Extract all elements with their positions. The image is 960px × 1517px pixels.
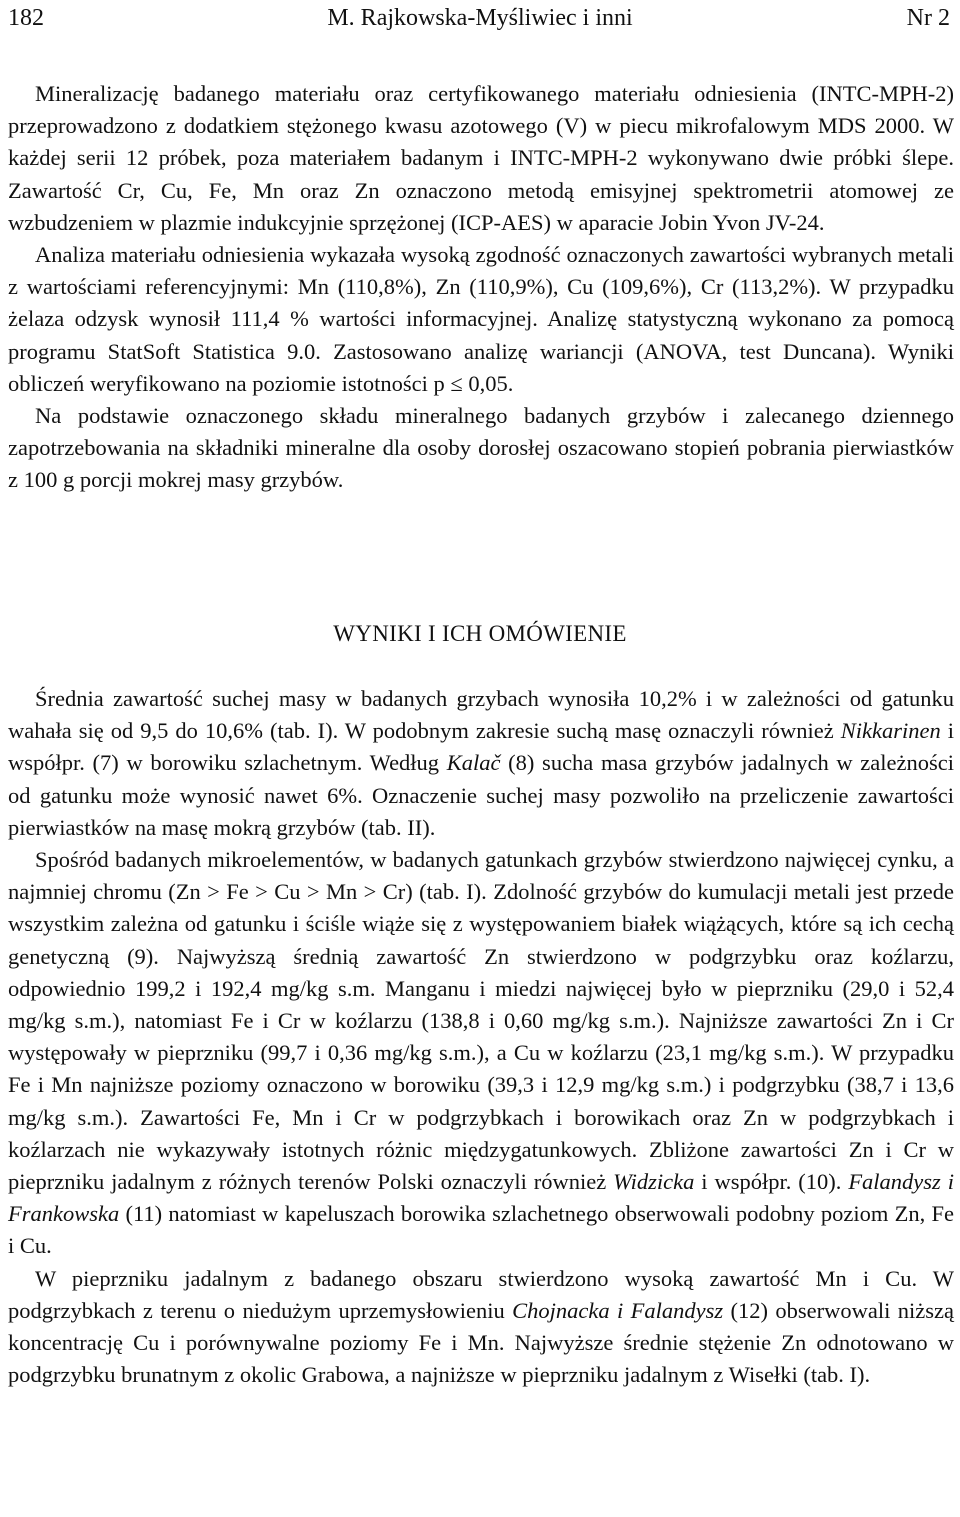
methods-section [8,78,954,497]
section-heading: WYNIKI I ICH OMÓWIENIE [333,621,627,646]
results-paragraph-dry-mass: Średnia zawartość suchej masy w badanych grzybach wynosiła 10,2% i w zależności od gatunku wahała się od 9,5 do 10,6% (tab. I). W podobnym zakresie suchą masę oznaczyli również Nikkarinen i współpr. (7) w borowiku szlachetnym. Według Kalač (8) sucha masa grzybów jadalnych w zależności od gatunku może wynosić nawet 6%. Oznaczenie suchej masy pozwoliło na przeliczenie zawartości pierwiastków na masę mokrą grzybów (tab. II). [8,686,954,840]
issue-number: Nr 2 [906,5,950,31]
methods-paragraph-mineralization: Mineralizację badanego materiału oraz certyfikowanego materiału odniesienia (INTC-MPH-2) przeprowadzono z dodatkiem stężonego kwasu azotowego (V) w piecu mikrofalowym MDS 2000. W każdej serii 12 próbek, poza materiałem badanym i INTC-MPH-2 wykonywano dwie próbki ślepe. Zawartość Cr, Cu, Fe, Mn oraz Zn oznaczono metodą emisyjnej spektrometrii atomowej ze wzbudzeniem w plazmie indukcyjnie sprzężonej (ICP-AES) w aparacie Jobin Yvon JV-24. [8,81,954,235]
running-authors: M. Rajkowska-Myśliwiec i inni [327,5,633,31]
page-number: 182 [8,5,44,31]
methods-paragraph-intake: Na podstawie oznaczonego składu mineralnego badanych grzybów i zalecanego dziennego zapotrzebowania na składniki mineralne dla osoby dorosłej oszacowano stopień pobrania pierwiastków z 100 g porcji mokrej masy grzybów. [8,403,954,493]
author-citation: Kalač [446,750,501,776]
results-section [8,683,954,1391]
author-citation: Falandysz i Frankowska [8,1169,954,1227]
results-paragraph-regional: W pieprzniku jadalnym z badanego obszaru stwierdzono wysoką zawartość Mn i Cu. W podgrzybkach z terenu o niedużym uprzemysłowieniu Chojnacka i Falandysz (12) obserwowali niższą koncentrację Cu i porównywalne poziomy Fe i Mn. Najwyższe średnie stężenie Zn odnotowano w podgrzybku brunatnym z okolic Grabowa, a najniższe w pieprzniku jadalnym z Wisełki (tab. I). [8,1265,954,1388]
methods-paragraph-reference-material: Analiza materiału odniesienia wykazała wysoką zgodność oznaczonych zawartości wybranych metali z wartościami referencyjnymi: Mn (110,8%), Zn (110,9%), Cu (109,6%), Cr (113,2%). W przypadku żelaza odzysk wynosił 111,4 % wartości informacyjnej. Analizę statystyczną wykonano za pomocą programu StatSoft Statistica 9.0. Zastosowano analizę wariancji (ANOVA, test Duncana). Wyniki obliczeń weryfikowano na poziomie istotności p ≤ 0,05. [8,242,954,396]
author-citation: Nikkarinen [840,718,941,744]
results-paragraph-microelements: Spośród badanych mikroelementów, w badanych gatunkach grzybów stwierdzono najwięcej cynku, a najmniej chromu (Zn > Fe > Cu > Mn > Cr) (tab. I). Zdolność grzybów do kumulacji metali jest przede wszystkim zależna od gatunku i ściśle wiąże się z występowaniem białek wiążących, które są ich cechą genetyczną (9). Najwyższą średnią zawartość Zn stwierdzono w podgrzybku oraz koźlarzu, odpowiednio 199,2 i 192,4 mg/kg s.m. Manganu i miedzi najwięcej było w pieprzniku (29,0 i 52,4 mg/kg s.m.), natomiast Fe i Cr w koźlarzu (138,8 i 0,60 mg/kg s.m.). Najniższe zawartości Zn i Cr występowały w pieprzniku (99,7 i 0,36 mg/kg s.m.), a Cu w koźlarzu (23,1 mg/kg s.m.). W przypadku Fe i Mn najniższe poziomy oznaczono w borowiku (39,3 i 12,9 mg/kg s.m.) i podgrzybku (38,7 i 13,6 mg/kg s.m.). Zawartości Fe, Mn i Cr w podgrzybkach i borowikach oraz Zn w podgrzybkach i koźlarzach nie wykazywały istotnych różnic międzygatunkowych. Zbliżone zawartości Zn i Cr w pieprzniku jadalnym z różnych terenów Polski oznaczyli również Widzicka i współpr. (10). Falandysz i Frankowska (11) natomiast w kapeluszach borowika szlachetnego obserwowali podobny poziom Zn, Fe i Cu. [8,847,954,1259]
author-citation: Widzicka [613,1169,695,1195]
running-header [0,2,960,34]
author-citation: Chojnacka i Falandysz [512,1297,724,1323]
